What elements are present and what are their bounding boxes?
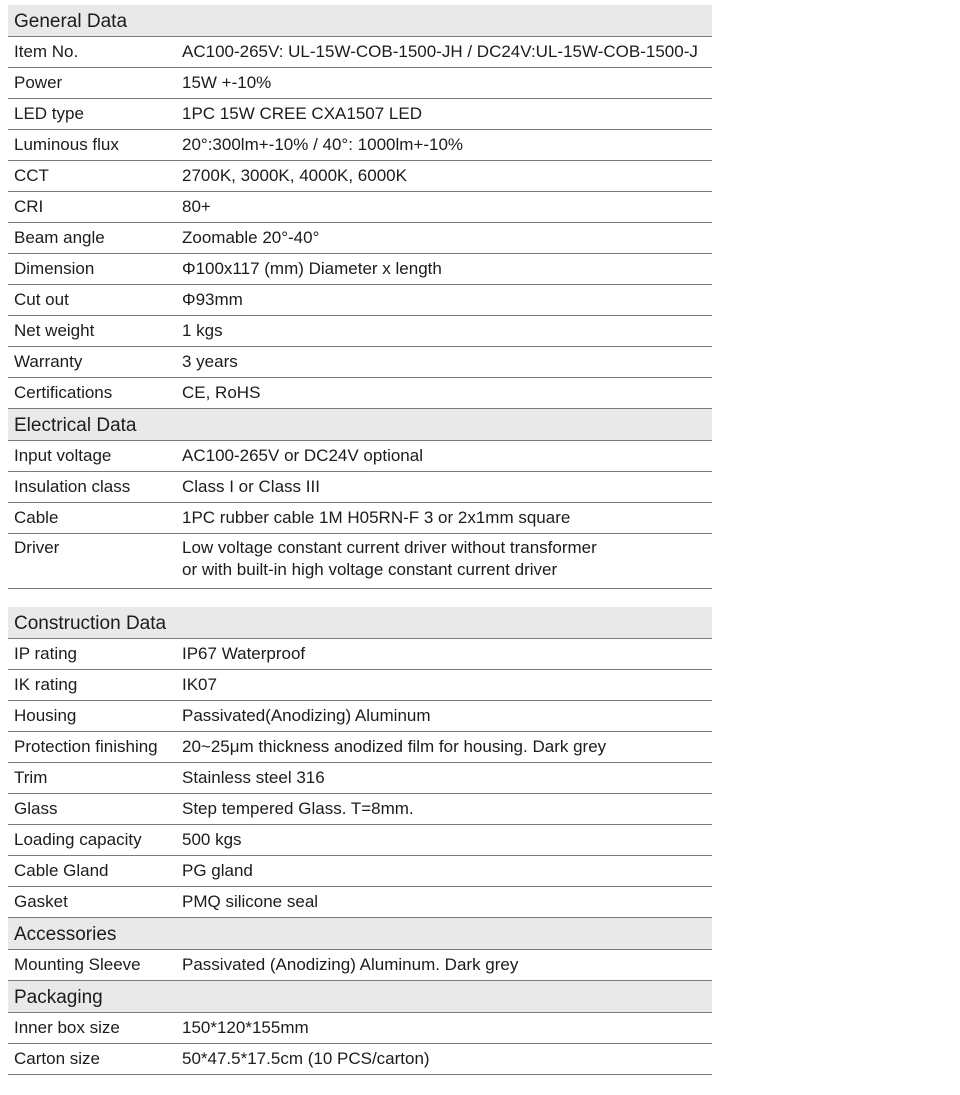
spec-label: Carton size <box>14 1049 100 1068</box>
spec-label: Luminous flux <box>14 135 119 154</box>
spec-label: Driver <box>14 538 60 557</box>
spec-value: CE, RoHS <box>182 383 261 402</box>
spec-label: Glass <box>14 799 58 818</box>
spec-label: Trim <box>14 768 48 787</box>
spec-row <box>8 794 712 825</box>
spec-value: PG gland <box>182 861 253 880</box>
spec-row <box>8 378 712 409</box>
spec-sheet <box>8 5 712 1075</box>
spec-value: IK07 <box>182 675 217 694</box>
spec-row <box>8 639 712 670</box>
spec-value: 20°:300lm+-10% / 40°: 1000lm+-10% <box>182 135 464 154</box>
spec-label: Item No. <box>14 42 79 61</box>
spec-value: 150*120*155mm <box>182 1018 309 1037</box>
spec-row <box>8 732 712 763</box>
spec-label: Protection finishing <box>14 737 158 756</box>
spec-value: Φ93mm <box>182 290 243 309</box>
spec-label: Cable Gland <box>14 861 109 880</box>
spec-label: Warranty <box>14 352 83 371</box>
spec-value: 20~25μm thickness anodized film for housing. Dark grey <box>182 737 607 756</box>
spec-label: CCT <box>14 166 49 185</box>
spec-value: Passivated(Anodizing) Aluminum <box>182 706 431 725</box>
spec-row <box>8 503 712 534</box>
spec-row <box>8 856 712 887</box>
spec-label: IP rating <box>14 644 78 663</box>
spec-row <box>8 701 712 732</box>
spec-value: Step tempered Glass. T=8mm. <box>182 799 414 818</box>
spec-value: Passivated (Anodizing) Aluminum. Dark grey <box>182 955 519 974</box>
spec-value: 1PC rubber cable 1M H05RN-F 3 or 2x1mm square <box>182 508 571 527</box>
spec-value: 2700K, 3000K, 4000K, 6000K <box>182 166 407 185</box>
spec-label: LED type <box>14 104 84 123</box>
spec-label: Certifications <box>14 383 113 402</box>
spec-label: Power <box>14 73 63 92</box>
spec-row <box>8 192 712 223</box>
section-header-accessories: Accessories <box>8 918 712 950</box>
spec-value: 3 years <box>182 352 238 371</box>
section-header-general: General Data <box>8 5 712 37</box>
spec-value: Class I or Class III <box>182 477 320 496</box>
spec-row <box>8 161 712 192</box>
section-spacer <box>8 589 712 607</box>
spec-row <box>8 68 712 99</box>
spec-value: 1PC 15W CREE CXA1507 LED <box>182 104 422 123</box>
spec-value: Φ100x117 (mm) Diameter x length <box>182 259 442 278</box>
spec-value: 15W +-10% <box>182 73 272 92</box>
spec-label: Insulation class <box>14 477 131 496</box>
spec-value: Low voltage constant current driver without transformer or with built-in high voltage constant current driver <box>182 538 597 579</box>
spec-value: 500 kgs <box>182 830 242 849</box>
spec-row <box>8 887 712 918</box>
section-header-packaging: Packaging <box>8 981 712 1013</box>
spec-value: 50*47.5*17.5cm (10 PCS/carton) <box>182 1049 430 1068</box>
spec-row <box>8 223 712 254</box>
spec-row <box>8 472 712 503</box>
spec-value: 1 kgs <box>182 321 223 340</box>
spec-value: PMQ silicone seal <box>182 892 319 911</box>
spec-value: AC100-265V or DC24V optional <box>182 446 423 465</box>
spec-row <box>8 285 712 316</box>
spec-value: Stainless steel 316 <box>182 768 325 787</box>
section-header-construction: Construction Data <box>8 607 712 639</box>
spec-row <box>8 534 712 589</box>
spec-row <box>8 763 712 794</box>
spec-row <box>8 99 712 130</box>
spec-row <box>8 670 712 701</box>
spec-label: Cable <box>14 508 59 527</box>
spec-row <box>8 347 712 378</box>
spec-label: Inner box size <box>14 1018 120 1037</box>
spec-value: AC100-265V: UL-15W-COB-1500-JH / DC24V:UL-15W-COB-1500-J <box>182 42 698 61</box>
spec-label: Cut out <box>14 290 69 309</box>
spec-label: Housing <box>14 706 77 725</box>
spec-label: Net weight <box>14 321 95 340</box>
spec-row <box>8 130 712 161</box>
spec-row <box>8 441 712 472</box>
section-header-electrical: Electrical Data <box>8 409 712 441</box>
spec-label: Dimension <box>14 259 95 278</box>
spec-row <box>8 950 712 981</box>
spec-label: CRI <box>14 197 44 216</box>
spec-label: Beam angle <box>14 228 105 247</box>
spec-label: Loading capacity <box>14 830 142 849</box>
spec-row <box>8 1044 712 1075</box>
spec-row <box>8 37 712 68</box>
spec-value: IP67 Waterproof <box>182 644 306 663</box>
spec-label: IK rating <box>14 675 78 694</box>
spec-label: Gasket <box>14 892 68 911</box>
spec-value: 80+ <box>182 197 211 216</box>
spec-row <box>8 825 712 856</box>
spec-label: Input voltage <box>14 446 112 465</box>
spec-value: Zoomable 20°-40° <box>182 228 320 247</box>
spec-row <box>8 254 712 285</box>
spec-row <box>8 1013 712 1044</box>
spec-label: Mounting Sleeve <box>14 955 141 974</box>
spec-row <box>8 316 712 347</box>
